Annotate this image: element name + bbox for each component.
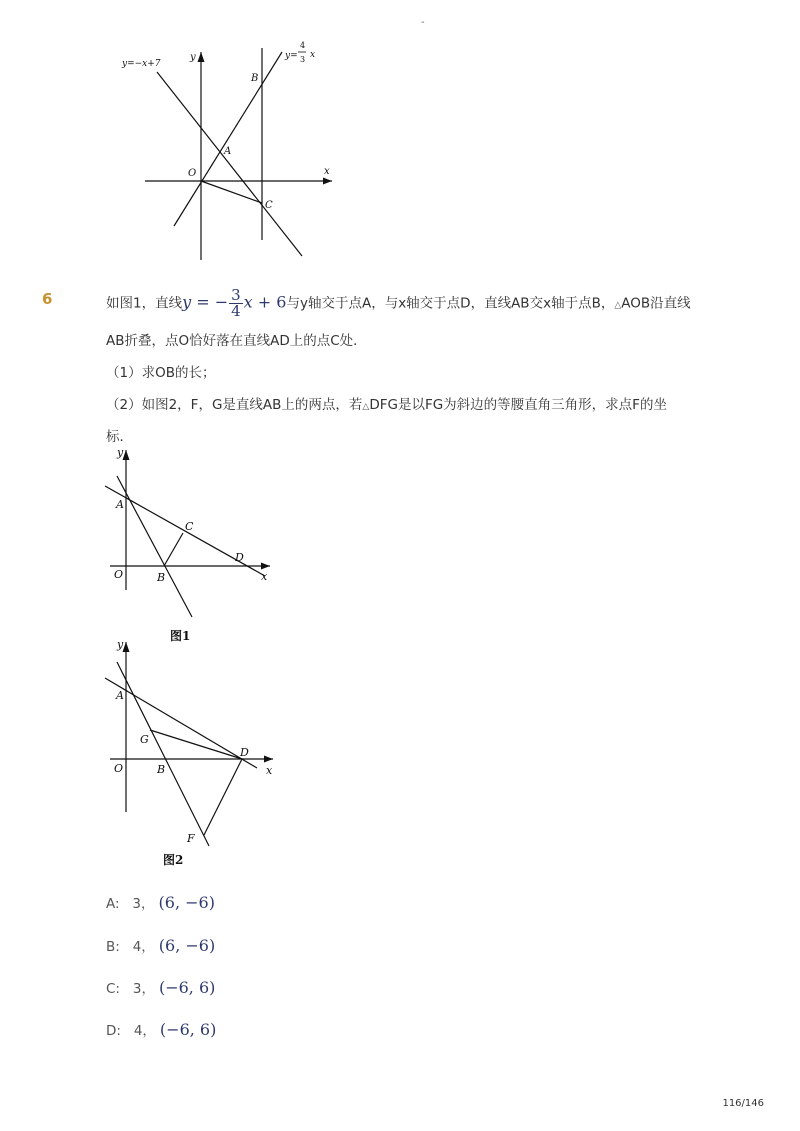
label-line-1: y=−x+7 — [122, 59, 161, 69]
y-axis-arrow — [198, 52, 205, 62]
point-b-label: B — [157, 763, 166, 776]
question-line-5: 标． — [106, 429, 133, 445]
x-axis-arrow — [261, 563, 270, 570]
q-frac-num: 3 — [231, 286, 241, 304]
segment-df — [204, 759, 242, 835]
figure-1 — [95, 442, 285, 650]
option-d[interactable] — [106, 1019, 216, 1039]
option-number: 3， — [132, 981, 155, 997]
label-line-2-prefix: y= — [285, 51, 298, 61]
question-line-3: （1）求OB的长； — [106, 365, 216, 381]
origin-label: O — [188, 168, 197, 179]
line-ab — [117, 662, 209, 846]
point-f-label: F — [187, 832, 195, 845]
option-letter: A: — [106, 896, 120, 912]
y-axis-label: y — [117, 446, 124, 459]
x-axis-label: x — [261, 570, 268, 583]
figure-2 — [95, 632, 285, 872]
option-c[interactable] — [106, 977, 215, 997]
option-number: 4， — [133, 1023, 156, 1039]
point-c-label: C — [185, 520, 194, 533]
option-coordinate: (6, −6) — [158, 936, 216, 955]
option-coordinate: (−6, 6) — [158, 978, 216, 997]
q-math-y: y — [182, 292, 192, 312]
option-a[interactable] — [106, 892, 215, 912]
option-number: 4， — [132, 939, 155, 955]
x-axis-arrow — [323, 178, 332, 185]
y-axis-label: y — [190, 52, 196, 63]
triangle-symbol: △ — [362, 402, 370, 412]
label-line-2-num: 4 — [300, 41, 306, 50]
point-b-label: B — [157, 571, 166, 584]
x-axis-label: x — [324, 166, 330, 177]
segment-oc — [201, 181, 262, 203]
question-line-2: AB折叠，点O恰好落在直线AD上的点C处． — [106, 333, 367, 349]
page-number: 116/146 — [722, 1098, 764, 1109]
q-frac-den: 4 — [231, 302, 241, 320]
q-text-4: （2）如图2，F，G是直线AB上的两点，若 — [106, 397, 363, 413]
y-axis-arrow — [123, 642, 130, 652]
q-math-fraction — [229, 288, 243, 319]
question-line-4 — [106, 393, 667, 413]
point-a-label: A — [116, 689, 124, 702]
x-axis-arrow — [264, 756, 273, 763]
caption: 图1 — [170, 629, 191, 643]
label-line-2-den: 3 — [300, 55, 306, 64]
option-number: 3， — [132, 896, 155, 912]
point-a-label: A — [116, 498, 124, 511]
option-letter: B: — [106, 939, 120, 955]
triangle-symbol: △ — [614, 300, 622, 311]
point-a-label: A — [224, 146, 232, 157]
point-c-label: C — [265, 200, 273, 211]
caption: 图2 — [163, 853, 184, 867]
question-line-1 — [106, 288, 691, 319]
line-ad — [105, 678, 257, 768]
x-axis-label: x — [266, 764, 273, 777]
q-text-1: 如图1，直线 — [106, 295, 183, 312]
segment-bc — [164, 533, 183, 566]
q-math-eq: = − — [191, 292, 229, 312]
q-math-plus: + 6 — [252, 292, 287, 312]
point-g-label: G — [140, 733, 149, 746]
previous-problem-figure — [110, 40, 350, 270]
point-b-label: B — [251, 73, 259, 84]
q-math-x: x — [243, 292, 253, 312]
question-number: 6 — [42, 290, 53, 308]
top-mark: - — [421, 17, 425, 28]
line-ab — [117, 476, 192, 617]
option-letter: C: — [106, 981, 120, 997]
line-y-neg-x-plus-7 — [157, 72, 302, 256]
origin-label: O — [114, 762, 124, 775]
y-axis-arrow — [123, 450, 130, 460]
point-d-label: D — [235, 551, 244, 564]
q-text-5: DFG是以FG为斜边的等腰直角三角形，求点F的坐 — [369, 397, 667, 413]
option-coordinate: (6, −6) — [158, 893, 215, 912]
option-coordinate: (−6, 6) — [159, 1020, 217, 1039]
option-b[interactable] — [106, 935, 215, 955]
q-text-2: 与y轴交于点A，与x轴交于点D，直线AB交x轴于点B， — [286, 295, 615, 312]
y-axis-label: y — [117, 638, 124, 651]
option-letter: D: — [106, 1023, 121, 1039]
label-line-2-suffix: x — [310, 50, 316, 60]
origin-label: O — [114, 568, 124, 581]
point-d-label: D — [240, 746, 249, 759]
q-text-3: AOB沿直线 — [621, 295, 691, 312]
